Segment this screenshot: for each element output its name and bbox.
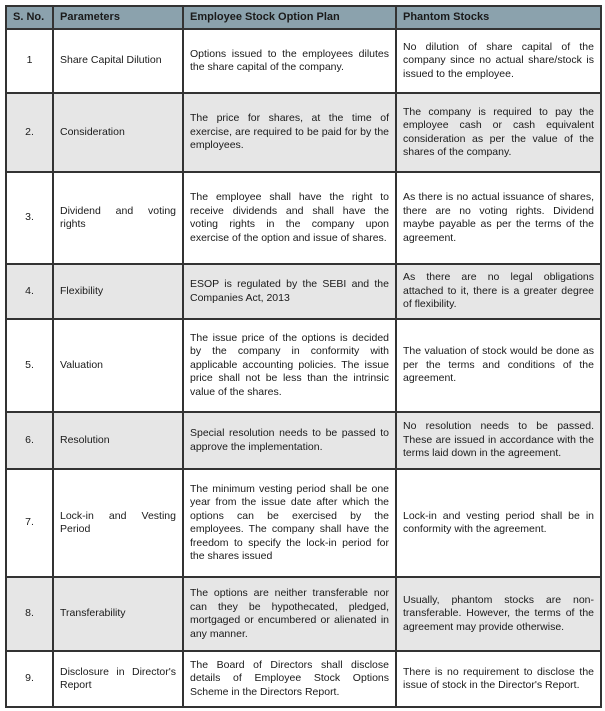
cell-s-no: 3. [6, 172, 53, 264]
table-row [6, 172, 601, 264]
header-phantom-stocks: Phantom Stocks [396, 6, 601, 29]
cell-parameter: Share Capital Dilution [53, 29, 183, 93]
cell-phantom: As there is no actual issuance of shares, there are no voting rights. Dividend maybe payable as per the terms of the agreement. [396, 172, 601, 264]
cell-parameter: Flexibility [53, 264, 183, 319]
table-row [6, 412, 601, 469]
header-parameters: Parameters [53, 6, 183, 29]
table-row [6, 264, 601, 319]
cell-phantom: Usually, phantom stocks are non-transferable. However, the terms of the agreement may provide otherwise. [396, 577, 601, 651]
cell-parameter: Consideration [53, 93, 183, 172]
cell-parameter: Resolution [53, 412, 183, 469]
table-row [6, 469, 601, 577]
cell-parameter: Disclosure in Director's Report [53, 651, 183, 707]
header-s-no: S. No. [6, 6, 53, 29]
table-row [6, 651, 601, 707]
cell-esop: The employee shall have the right to receive dividends and shall have the voting rights in the company upon exercise of the option and issue of shares. [183, 172, 396, 264]
cell-parameter: Lock-in and Vesting Period [53, 469, 183, 577]
cell-s-no: 4. [6, 264, 53, 319]
cell-phantom: The valuation of stock would be done as per the terms and conditions of the agreement. [396, 319, 601, 412]
table-row [6, 93, 601, 172]
cell-phantom: As there are no legal obligations attached to it, there is a greater degree of flexibility. [396, 264, 601, 319]
cell-esop: The price for shares, at the time of exercise, are required to be paid for by the employees. [183, 93, 396, 172]
cell-parameter: Transferability [53, 577, 183, 651]
cell-parameter: Dividend and voting rights [53, 172, 183, 264]
cell-esop: The Board of Directors shall disclose details of Employee Stock Options Scheme in the Directors Report. [183, 651, 396, 707]
cell-s-no: 8. [6, 577, 53, 651]
comparison-table [5, 5, 602, 708]
cell-esop: Special resolution needs to be passed to approve the implementation. [183, 412, 396, 469]
cell-esop: The issue price of the options is decided by the company in conformity with applicable accounting policies. The issue price shall not be less than the intrinsic value of the shares. [183, 319, 396, 412]
cell-esop: The minimum vesting period shall be one year from the issue date after which the options can be exercised by the employees. The company shall have the freedom to specify the lock-in period for the shares issued [183, 469, 396, 577]
cell-s-no: 5. [6, 319, 53, 412]
table-row [6, 319, 601, 412]
cell-phantom: Lock-in and vesting period shall be in conformity with the agreement. [396, 469, 601, 577]
cell-phantom: The company is required to pay the employee cash or cash equivalent consideration as per the value of the shares of the company. [396, 93, 601, 172]
cell-parameter: Valuation [53, 319, 183, 412]
cell-s-no: 6. [6, 412, 53, 469]
cell-esop: The options are neither transferable nor can they be hypothecated, pledged, mortgaged or encumbered or alienated in any manner. [183, 577, 396, 651]
cell-phantom: No resolution needs to be passed. These are issued in accordance with the terms laid down in the agreement. [396, 412, 601, 469]
table-header-row [6, 6, 601, 29]
header-esop: Employee Stock Option Plan [183, 6, 396, 29]
cell-esop: Options issued to the employees dilutes the share capital of the company. [183, 29, 396, 93]
cell-esop: ESOP is regulated by the SEBI and the Companies Act, 2013 [183, 264, 396, 319]
table-row [6, 29, 601, 93]
cell-phantom: No dilution of share capital of the company since no actual share/stock is issued to the employee. [396, 29, 601, 93]
cell-phantom: There is no requirement to disclose the issue of stock in the Director's Report. [396, 651, 601, 707]
cell-s-no: 9. [6, 651, 53, 707]
cell-s-no: 7. [6, 469, 53, 577]
table-row [6, 577, 601, 651]
cell-s-no: 2. [6, 93, 53, 172]
cell-s-no: 1 [6, 29, 53, 93]
